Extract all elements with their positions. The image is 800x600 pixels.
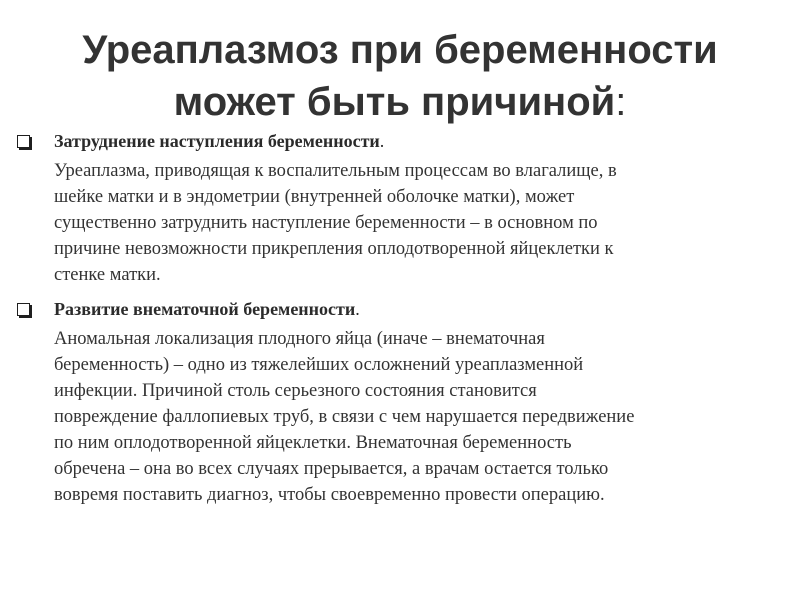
body-line: по ним оплодотворенной яйцеклетки. Внематочная беременность [54,433,572,453]
bullet-heading: Развитие внематочной беременности [54,299,356,319]
bullet-body [54,158,756,288]
body-line: инфекции. Причиной столь серьезного состояния становится [54,381,537,401]
slide-content [16,128,756,508]
bullet-heading: Затруднение наступления беременности [54,131,380,151]
bullet-item-1 [16,128,756,288]
title-line-1: Уреаплазмоз при беременности [82,28,718,72]
bullet-body [54,326,756,508]
bullet-heading-row [16,296,756,322]
body-line: причине невозможности прикрепления оплодотворенной яйцеклетки к [54,239,614,259]
bullet-heading-period: . [355,299,360,319]
bullet-item-2 [16,296,756,508]
body-line: Уреаплазма, приводящая к воспалительным процессам во влагалище, в [54,161,617,181]
hollow-square-bullet-icon [17,303,30,316]
bullet-heading-row [16,128,756,154]
title-colon: : [615,80,627,124]
body-line: вовремя поставить диагноз, чтобы своевременно провести операцию. [54,485,605,505]
bullet-heading-period: . [379,131,385,151]
body-line: Аномальная локализация плодного яйца (иначе – внематочная [54,329,545,349]
title-line-2-text: может быть причиной [173,80,616,124]
slide-title [0,24,800,128]
title-line-2 [0,76,800,128]
body-line: шейке матки и в эндометрии (внутренней оболочке матки), может [54,187,575,207]
body-line: повреждение фаллопиевых труб, в связи с чем нарушается передвижение [54,407,635,427]
body-line: обречена – она во всех случаях прерывается, а врачам остается только [54,459,609,479]
body-line: существенно затруднить наступление беременности – в основном по [54,213,598,233]
body-line: стенке матки. [54,265,161,285]
body-line: беременность) – одно из тяжелейших осложнений уреаплазменной [54,355,584,375]
hollow-square-bullet-icon [17,135,30,148]
